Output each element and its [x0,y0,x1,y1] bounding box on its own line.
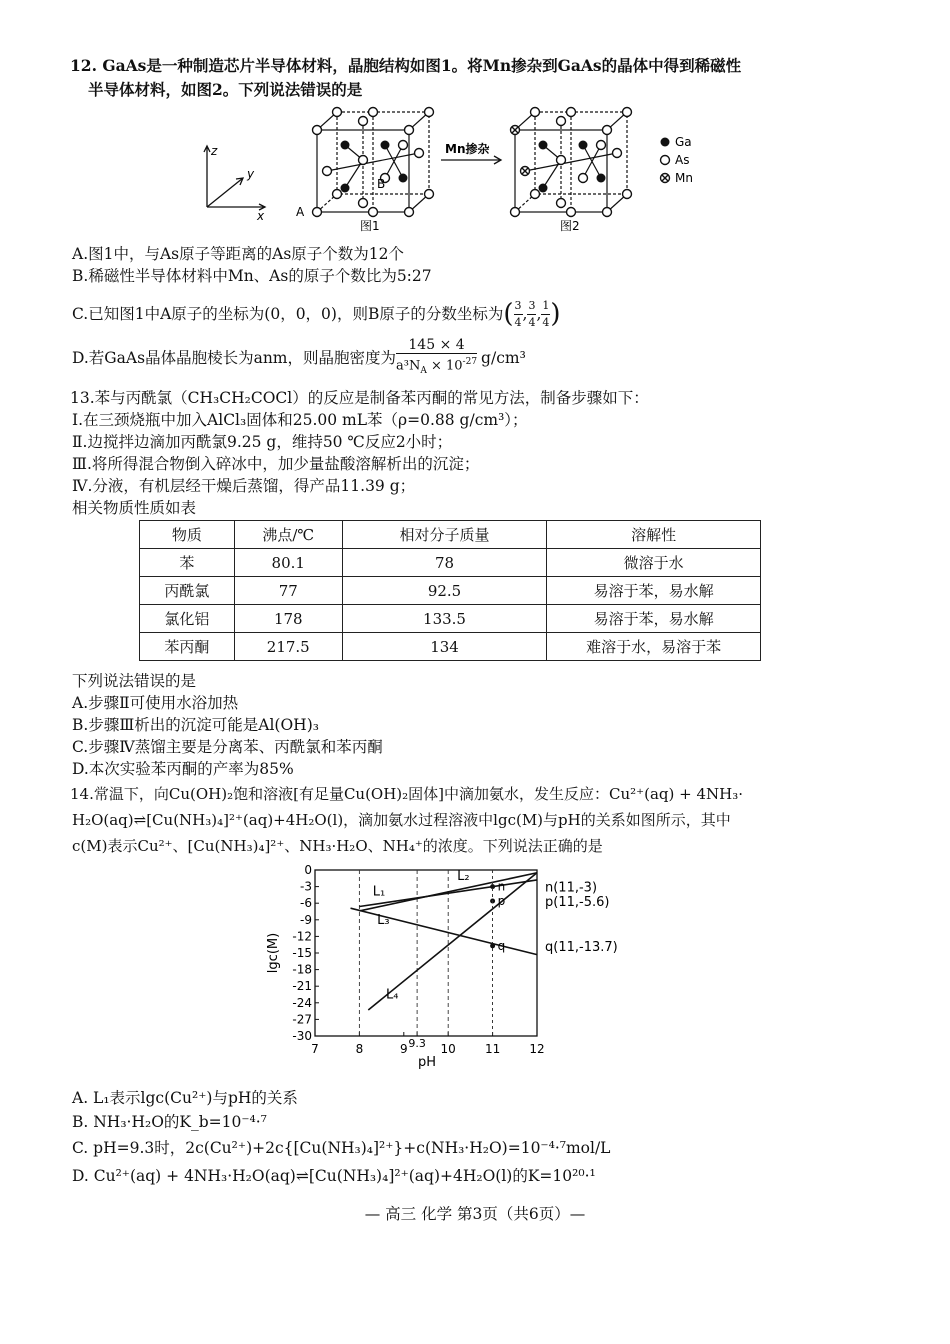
q14-stem-line2: H₂O(aq)⇌[Cu(NH₃)₄]²⁺(aq)+4H₂O(l)，滴加氨水过程溶液中lgc(M)与pH的关系如图所示，其中 [72,811,731,829]
point-label: n [497,879,506,894]
q13-table-title: 相关物质性质如表 [72,499,197,517]
axis-x-label: x [257,209,265,223]
axis-y-label: y [247,167,255,181]
q12-option-c-text: C.已知图1中A原子的坐标为(0，0，0)，则B原子的分数坐标为 [72,305,504,323]
y-tick-label: -9 [300,912,312,927]
q14-option-d: D. Cu²⁺(aq) + 4NH₃·H₂O(aq)⇌[Cu(NH₃)₄]²⁺(aq)+4H₂O(l)的K=10²⁰·¹ [72,1167,596,1185]
fig1-label: 图1 [360,219,380,233]
atom-a-label: A [296,205,305,219]
q13-option-b: B.步骤Ⅲ析出的沉淀可能是Al(OH)₃ [72,716,319,734]
series-label: L₄ [386,987,399,1003]
q13-step-3: Ⅲ.将所得混合物倒入碎冰中，加少量盐酸溶解析出的沉淀； [72,455,480,473]
q13-stem: 13.苯与丙酰氯（CH₃CH₂COCl）的反应是制备苯丙酮的常见方法，制备步骤如下： [70,389,649,407]
density-den: a³N [396,358,421,374]
table-header: 溶解性 [547,521,761,549]
q13-step-2: Ⅱ.边搅拌边滴加丙酰氯9.25 g，维持50 ℃反应2小时； [72,433,453,451]
q12-option-d-text: D.若GaAs晶体晶胞棱长为anm，则晶胞密度为 [72,349,396,367]
q12-option-d [72,338,526,378]
q13-option-d: D.本次实验苯丙酮的产率为85% [72,760,294,778]
legend-ga: Ga [675,135,692,149]
x-axis-label: pH [418,1055,437,1070]
point-annotation: p(11,-5.6) [545,894,610,910]
properties-table [139,520,761,661]
q13-step-4: Ⅳ.分液，有机层经干燥后蒸馏，得产品11.39 g； [72,477,416,495]
y-axis-label: lgc(M) [266,932,281,974]
page-footer: — 高三 化学 第3页（共6页）— [364,1205,586,1223]
doping-label: Mn掺杂 [445,142,490,156]
q12-option-b: B.稀磁性半导体材料中Mn、As的原子个数比为5:27 [72,267,432,285]
y-tick-label: -24 [292,995,312,1010]
crystal-figure [195,100,725,235]
x-tick-label: 9.3 [408,1037,426,1050]
q14-stem-line3: c(M)表示Cu²⁺、[Cu(NH₃)₄]²⁺、NH₃·H₂O、NH₄⁺的浓度。下列说法正确的是 [72,837,603,855]
table-row: 氯化铝 178 133.5 易溶于苯，易水解 [140,605,761,633]
q14-stem-line1: 14.常温下，向Cu(OH)₂饱和溶液[有足量Cu(OH)₂固体]中滴加氨水，发生反应：Cu²⁺(aq) + 4NH₃· [70,785,743,803]
legend-as: As [675,153,690,167]
q13-ask: 下列说法错误的是 [72,672,197,690]
x-tick-label: 7 [311,1042,319,1056]
y-tick-label: 0 [304,863,312,877]
q13-option-c: C.步骤Ⅳ蒸馏主要是分离苯、丙酰氯和苯丙酮 [72,738,383,756]
point-annotation: n(11,-3) [545,880,598,896]
atom-b-label: B [377,177,386,191]
data-point-q [490,943,495,948]
lgc-ph-chart [255,860,675,1085]
x-tick-label: 10 [440,1042,456,1056]
y-tick-label: -30 [292,1029,312,1043]
table-header-row [140,521,761,549]
q12-stem-line1: 12. GaAs是一种制造芯片半导体材料，晶胞结构如图1。将Mn掺杂到GaAs的晶体中得到稀磁性 [70,56,742,75]
y-tick-label: -18 [292,962,312,977]
table-header: 物质 [140,521,235,549]
q12-option-a: A.图1中，与As原子等距离的As原子个数为12个 [72,245,405,263]
x-tick-label: 8 [355,1042,364,1056]
legend-mn: Mn [675,171,693,185]
density-fraction: $\frac{145 \times 4}{a^3N_A \times 10^{-27}}$ [396,337,478,376]
table-header: 沸点/℃ [234,521,342,549]
coord-1-num: 3 [514,298,523,315]
q12-stem-line2: 半导体材料，如图2。下列说法错误的是 [88,80,363,99]
table-header: 相对分子质量 [342,521,547,549]
series-label: L₁ [372,884,386,900]
q14-option-a: A. L₁表示lgc(Cu²⁺)与pH的关系 [72,1089,298,1107]
series-line-2 [359,880,537,907]
point-annotation: q(11,-13.7) [545,939,618,955]
y-tick-label: -27 [292,1012,312,1027]
q14-option-c: C. pH=9.3时，2c(Cu²⁺)+2c{[Cu(NH₃)₄]²⁺}+c(NH₃·H₂O)=10⁻⁴·⁷mol/L [72,1139,611,1157]
fig2-label: 图2 [560,219,580,233]
q12-option-c: C.已知图1中A原子的坐标为(0，0，0)，则B原子的分数坐标为 ( $\frac{3}{4}$ , $\frac{3}{4}$ , $\frac{1}{4}$ ) [72,298,561,329]
series-label: L₃ [377,913,390,929]
q14-option-b: B. NH₃·H₂O的K_b=10⁻⁴·⁷ [72,1113,267,1131]
y-tick-label: -6 [300,896,312,911]
x-tick-label: 9 [399,1042,408,1056]
y-tick-label: -15 [292,946,312,960]
cell2-mn-atoms [511,126,530,176]
axis-z-label: z [211,144,218,158]
y-tick-label: -21 [292,979,312,994]
series-label: L₂ [457,868,470,884]
y-tick-label: -12 [292,929,312,944]
q13-option-a: A.步骤Ⅱ可使用水浴加热 [72,694,239,712]
density-numerator: 145 × 4 [396,337,477,354]
table-row: 苯丙酮 217.5 134 难溶于水，易溶于苯 [140,633,761,661]
y-tick-label: -3 [300,879,312,894]
x-tick-label: 11 [484,1042,501,1056]
table-row: 丙酰氯 77 92.5 易溶于苯，易水解 [140,577,761,605]
point-label: p [497,893,506,908]
x-tick-label: 12 [529,1042,545,1056]
q13-step-1: Ⅰ.在三颈烧瓶中加入AlCl₃固体和25.00 mL苯（ρ=0.88 g/cm³）； [72,411,528,429]
density-unit: g/cm³ [481,349,526,367]
atom-legend [661,135,693,185]
table-row: 苯 80.1 78 微溶于水 [140,549,761,577]
point-label: q [497,938,506,953]
